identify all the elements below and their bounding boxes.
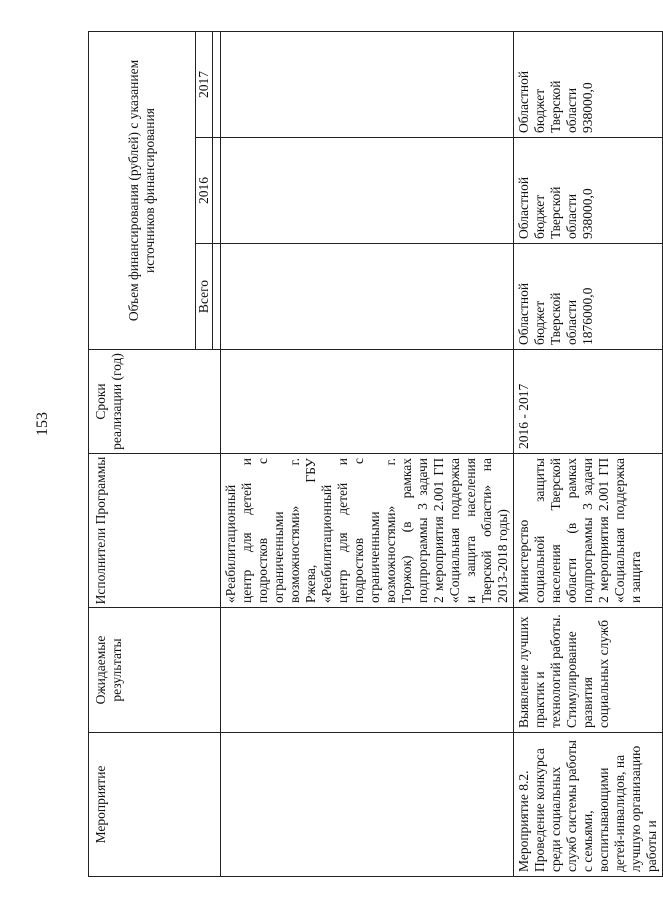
row-cont-terms: [221, 350, 514, 454]
row-8-2-results: Выявление лучших практик и технологий работы. Стимулирование развития социальных служб: [514, 608, 663, 733]
header-total: Всего: [196, 244, 213, 350]
row-cont-event: [221, 733, 514, 877]
header-executors: Исполнители Программы: [89, 454, 221, 608]
row-cont-2017: [221, 31, 514, 137]
header-results: Ожидаемые результаты: [89, 608, 221, 733]
funding-table: [88, 31, 663, 877]
row-8-2-2016: Областной бюджет Тверской области 938000,0: [514, 138, 663, 244]
row-cont-total: [221, 244, 514, 350]
header-spacer-2016: [213, 138, 221, 244]
rotated-table-container: [88, 32, 659, 877]
row-8-2-terms: 2016 - 2017: [514, 350, 663, 454]
header-spacer-2017: [213, 31, 221, 137]
row-cont-executors: «Реабилитационный центр для детей и подростков с ограниченными возможностями» г. Ржева, ГБУ «Реабилитационный центр для детей и подростков с ограниченными возможностями» г. Торжок) (в рамках подпрограммы 3 задачи 2 мероприятия 2.001 ГП «Социальная поддержка и защита населения Тверской области» на 2013-2018 годы): [221, 454, 514, 608]
header-funding: Объем финансирования (рублей) с указанием источников финансирования: [89, 31, 196, 349]
row-8-2-2017: Областной бюджет Тверской области 938000,0: [514, 31, 663, 137]
row-8-2-event: Мероприятие 8.2. Проведение конкурса среди социальных служб системы работы с семьями, воспитывающими детей-инвалидов, на лучшую организацию работы и: [514, 733, 663, 877]
header-event: Мероприятие: [89, 733, 221, 877]
row-8-2-executors: Министерство социальной защиты населения Тверской области (в рамках подпрограммы 3 задачи 2 мероприятия 2.001 ГП «Социальная поддержка и защита: [514, 454, 663, 608]
row-8-2-total: Областной бюджет Тверской области 1876000,0: [514, 244, 663, 350]
header-terms: Сроки реализации (год): [89, 350, 221, 454]
header-2016: 2016: [196, 138, 213, 244]
row-cont-2016: [221, 138, 514, 244]
row-cont-results: [221, 608, 514, 733]
header-2017: 2017: [196, 31, 213, 137]
page-number: 153: [34, 412, 51, 436]
header-spacer-total: [213, 244, 221, 350]
